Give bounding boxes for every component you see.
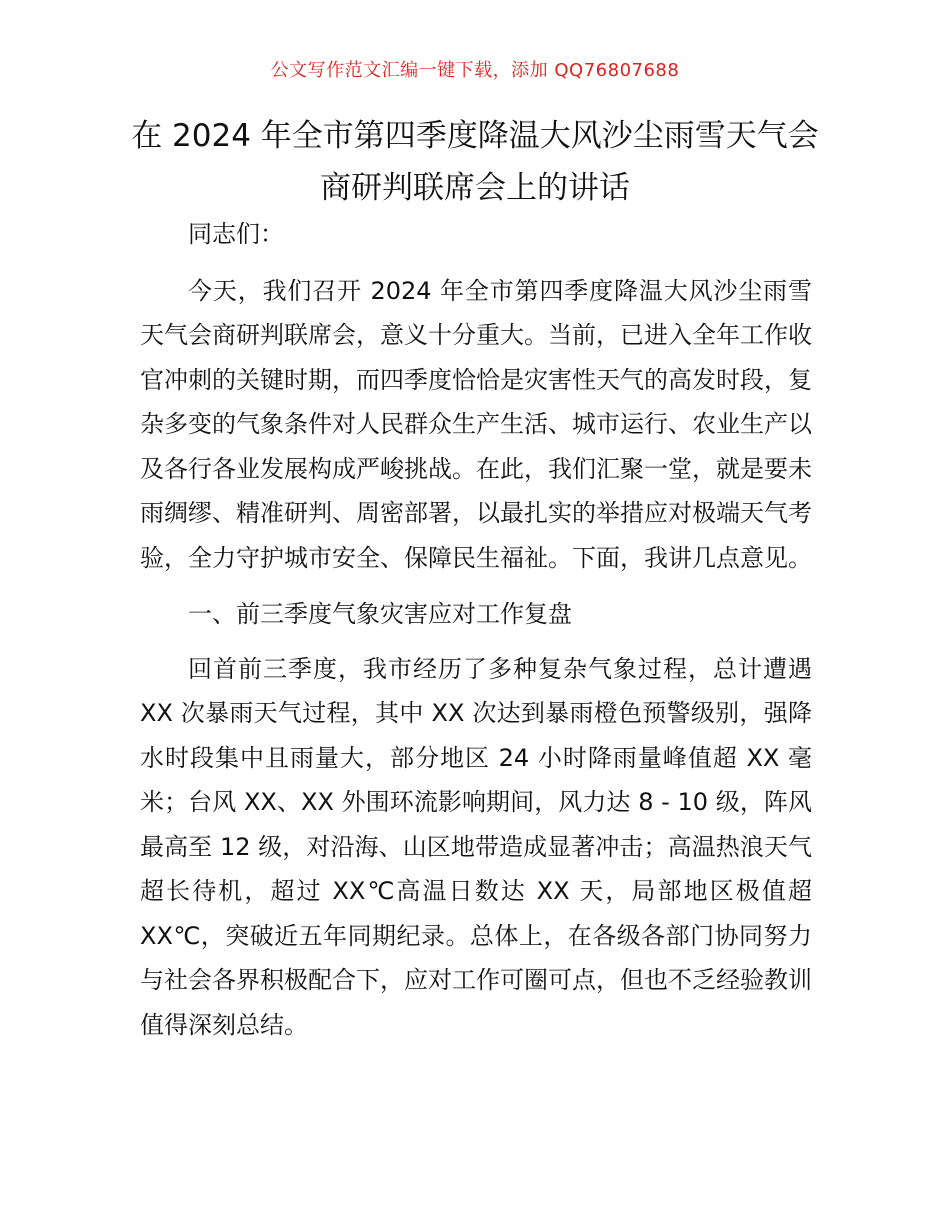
speech-title: 在 2024 年全市第四季度降温大风沙尘雨雪天气会商研判联席会上的讲话 <box>131 118 819 206</box>
speech-body <box>140 212 812 1059</box>
salutation: 同志们： <box>188 220 284 248</box>
download-notice: 公文写作范文汇编一键下载，添加 QQ76807688 <box>270 60 680 81</box>
intro-paragraph: 今天，我们召开 2024 年全市第四季度降温大风沙尘雨雪天气会商研判联席会，意义十分重大。当前，已进入全年工作收官冲刺的关键时期，而四季度恰恰是灾害性天气的高发时段，复杂多变的气象条件对人民群众生产生活、城市运行、农业生产以及各行各业发展构成严峻挑战。在此，我们汇聚一堂，就是要未雨绸缪、精准研判、周密部署，以最扎实的举措应对极端天气考验，全力守护城市安全、保障民生福祉。下面，我讲几点意见。 <box>140 276 812 572</box>
section-heading: 一、前三季度气象灾害应对工作复盘 <box>188 600 572 628</box>
review-paragraph: 回首前三季度，我市经历了多种复杂气象过程，总计遭遇 XX 次暴雨天气过程，其中 XX 次达到暴雨橙色预警级别，强降水时段集中且雨量大，部分地区 24 小时降雨量峰值超 XX 毫米；台风 XX、XX 外围环流影响期间，风力达 8 - 10 级，阵风最高至 12 级，对沿海、山区地带造成显著冲击；高温热浪天气超长待机，超过 XX℃高温日数达 XX 天，局部地区极值超 XX℃，突破近五年同期纪录。总体上，在各级各部门协同努力与社会各界积极配合下，应对工作可圈可点，但也不乏经验教训值得深刻总结。 <box>140 654 812 1039</box>
